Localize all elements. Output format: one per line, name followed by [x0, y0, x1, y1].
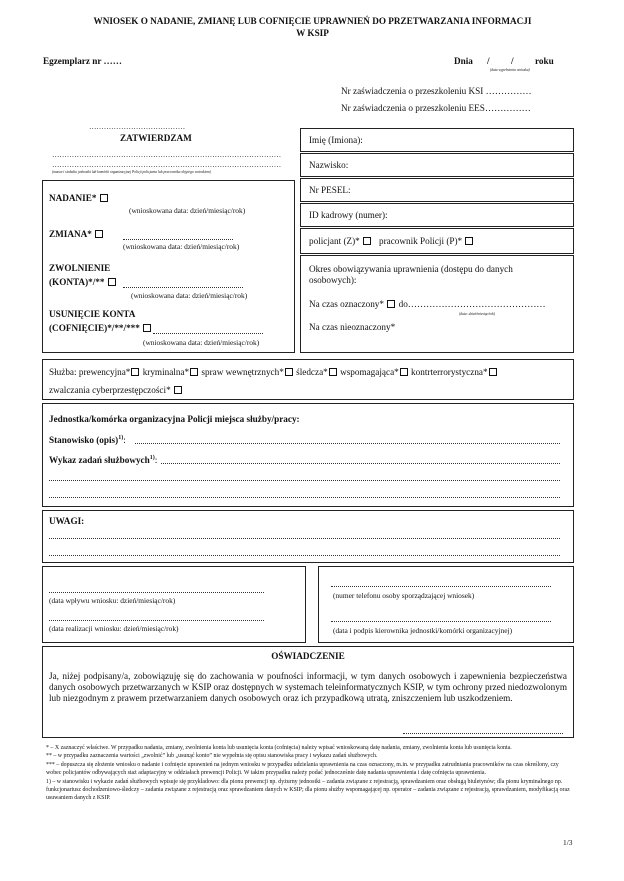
statement-signature-line[interactable]	[403, 733, 563, 734]
cert-ees: Nr zaświadczenia o przeszkoleniu EES……………	[341, 103, 531, 113]
remarks-title: UWAGI:	[49, 516, 85, 526]
first-name-box[interactable]	[300, 128, 574, 152]
tasks-label: Wykaz zadań służbowych	[49, 455, 150, 466]
signature-box	[318, 566, 574, 643]
service-row	[49, 367, 498, 378]
position-sup: 1)	[118, 435, 124, 441]
approval-title: ZATWIERDZAM	[120, 133, 192, 143]
copy-number: Egzemplarz nr ……	[43, 56, 122, 66]
date-label: Dnia	[454, 56, 473, 66]
date-sep1: /	[487, 56, 490, 66]
approval-note: (nazwa i siedziba jednostki lub komórki organizacyjnej Policji policjanta lub pracownika objętego wnioskiem)	[52, 170, 211, 174]
office-dates-box	[42, 566, 306, 643]
service-prevention-checkbox[interactable]	[131, 368, 139, 376]
unit-box: Jednostka/komórka organizacyjna Policji miejsca służby/pracy: Stanowisko (opis)$^{1)}$: Wykaz zadań służbowych$^{1)}$:	[42, 403, 574, 507]
pesel-box[interactable]	[300, 178, 574, 202]
delete-label1: USUNIĘCIE KONTA	[49, 309, 136, 319]
service-internal-checkbox[interactable]	[285, 368, 293, 376]
delete-checkbox[interactable]	[143, 324, 151, 332]
footnote-3: *** – dopuszcza się złożenie wniosku o nadanie i cofnięcie uprawnień na jednym wniosku w przypadku udzielania uprawnienia na czas oznaczony, m.in. w przypadku zatrudniania pracowników na czas określony, czy wobec policjantów odbywających staż adaptacyjny w oddziałach prewencji Policji. W takim przypadku należy podać jednocześnie datę nadania uprawnienia i datę cofnięcia uprawnienia.	[46, 761, 559, 777]
fixed-term-label: Na czas oznaczony*	[309, 299, 384, 309]
receipt-date-line[interactable]	[49, 592, 264, 593]
footnote-4: 1) – w stanowisku i wykazie zadań służbowych wpisuje się przykładowo: dla pionu prewencji np. dyżurny jednostki – zadania związane z rejestracją, sprawdzaniem oraz obsługą biuletynów; dla pionu kryminalnego np. funkcjonariusz dochodzeniowo-śledczy – zadania związane z rejestracją oraz sprawdzaniem danych w KSIP; dla pionu służby wspomagającej np. operator – zadania związane z rejestracją, sprawdzaniem, modyfikacją oraz usuwaniem danych z KSIP.	[46, 778, 570, 802]
first-name-label: Imię (Imiona):	[309, 135, 363, 145]
change-label: ZMIANA*	[49, 229, 92, 239]
service-criminal-label: kryminalna*	[142, 367, 190, 377]
until-note: (data: dzień/miesiąc/rok)	[459, 312, 496, 316]
statement-text: Ja, niżej podpisany/a, zobowiązuję się do zachowania w poufności informacji, w tym danych osobowych i zapewnienia bezpieczeństwa danych osobowych przetwarzanych w KSIP oraz dostępnych w systemach teleinformatycznych KSIP, w tym ochrony przed niedozwolonym lub niezgodnym z prawem przetwarzaniem danych osobowych oraz ich przypadkową utratą, zniszczeniem lub uszkodzeniem.	[49, 671, 567, 703]
date-sep2: /	[511, 56, 514, 66]
date-year: roku	[535, 56, 554, 66]
approval-line1: …………………………………………………………………………………	[52, 150, 282, 159]
approval-line2: …………………………………………………………………………………	[52, 160, 282, 169]
remarks-line-1[interactable]	[49, 538, 560, 539]
service-counterterror-checkbox[interactable]	[489, 368, 497, 376]
remarks-box	[42, 510, 574, 563]
date-note: (data wypełnienia wniosku)	[490, 68, 530, 72]
validity-title: Okres obowiązywania uprawnienia (dostępu do danych osobowych):	[309, 264, 513, 285]
grant-checkbox[interactable]	[100, 194, 108, 202]
head-signature-line[interactable]	[331, 621, 551, 622]
statement-title: OŚWIADCZENIE	[271, 651, 345, 661]
tasks-field-1[interactable]	[161, 463, 560, 464]
validity-box	[300, 255, 574, 353]
delete-date-line[interactable]	[153, 333, 263, 334]
phone-label: (numer telefonu osoby sporządzającej wniosek)	[333, 591, 475, 600]
staff-id-label: ID kadrowy (numer):	[309, 210, 388, 220]
page-number: 1/3	[563, 838, 573, 847]
release-checkbox[interactable]	[108, 278, 116, 286]
grant-label: NADANIE*	[49, 193, 97, 203]
tasks-sup: 1)	[149, 455, 155, 461]
form-title-line2: W KSIP	[296, 28, 329, 38]
service-criminal-checkbox[interactable]	[190, 368, 198, 376]
indefinite-label: Na czas nieoznaczony*	[309, 322, 396, 332]
delete-date: (wnioskowana data: dzień/miesiąc/rok)	[143, 338, 260, 347]
service-counterterror-label: kontrterrorystyczna*	[411, 367, 488, 377]
tasks-field-3[interactable]	[49, 497, 560, 498]
change-date: (wnioskowana data: dzień/miesiąc/rok)	[123, 242, 240, 251]
footnotes	[46, 744, 571, 803]
service-investigation-label: śledcza*	[296, 367, 328, 377]
phone-line[interactable]	[331, 586, 551, 587]
service-prevention-label: prewencyjna*	[78, 367, 131, 377]
change-checkbox[interactable]	[95, 230, 103, 238]
cert-ksi: Nr zaświadczenia o przeszkoleniu KSI ……………	[341, 86, 532, 96]
officer-checkbox[interactable]	[363, 237, 371, 245]
role-box	[300, 228, 574, 254]
statement-box	[42, 646, 574, 738]
officer-label: policjant (Z)*	[309, 236, 360, 246]
grant-date[interactable]: (wnioskowana data: dzień/miesiąc/rok)	[129, 206, 246, 215]
change-date-line[interactable]	[123, 239, 233, 240]
footnote-2: ** – w przypadku zaznaczenia wartości „zwolnić” lub „usunąć konto” nie wypełnia się opisu stanowiska pracy i wykazu zadań służbowych.	[46, 753, 378, 760]
until-date-field[interactable]: do………………………………………	[398, 299, 546, 309]
delete-label2: (COFNIĘCIE)*/**/***	[49, 323, 140, 333]
surname-label: Nazwisko:	[309, 160, 349, 170]
tasks-field-2[interactable]	[49, 480, 560, 481]
footnote-1: * – X zaznaczyć właściwe. W przypadku nadania, zmiany, zwolnienia konta lub usunięcia konta (cofnięcia) należy wpisać wnioskowaną datę nadania, zmiany, zwolnienia konta lub usunięcia konta.	[46, 745, 512, 751]
remarks-line-2[interactable]	[49, 555, 560, 556]
release-date-line[interactable]	[123, 287, 243, 288]
employee-checkbox[interactable]	[465, 237, 473, 245]
fixed-term-checkbox[interactable]	[387, 300, 395, 308]
head-signature-label: (data i podpis kierownika jednostki/komórki organizacyjnej)	[333, 626, 513, 635]
service-cyber-label: zwalczania cyberprzestępczości*	[49, 385, 171, 395]
form-title-line1: WNIOSEK O NADANIE, ZMIANĘ LUB COFNIĘCIE UPRAWNIEŃ DO PRZETWARZANIA INFORMACJI	[93, 16, 532, 26]
release-date: (wnioskowana data: dzień/miesiąc/rok)	[131, 291, 248, 300]
employee-label: pracownik Policji (P)*	[378, 236, 463, 246]
service-support-checkbox[interactable]	[400, 368, 408, 376]
service-cyber-checkbox[interactable]	[174, 386, 182, 394]
service-label: Służba:	[49, 367, 77, 377]
release-label2: (KONTA)*/**	[49, 277, 105, 287]
service-box	[42, 359, 574, 400]
position-field[interactable]	[135, 443, 560, 444]
realization-date-label: (data realizacji wniosku: dzień/miesiąc/rok)	[49, 624, 179, 633]
unit-title: Jednostka/komórka organizacyjna Policji miejsca służby/pracy:	[49, 414, 300, 424]
pesel-label: Nr PESEL:	[309, 185, 351, 195]
approval-dots: …………………………………	[89, 122, 186, 131]
service-internal-label: spraw wewnętrznych*	[201, 367, 284, 377]
staff-id-box[interactable]	[300, 203, 574, 227]
service-investigation-checkbox[interactable]	[329, 368, 337, 376]
position-label: Stanowisko (opis)	[49, 435, 119, 446]
realization-date-line[interactable]	[49, 620, 264, 621]
service-support-label: wspomagająca*	[340, 367, 399, 377]
actions-box	[42, 180, 295, 353]
release-label1: ZWOLNIENIE	[49, 263, 111, 273]
receipt-date-label: (data wpływu wniosku: dzień/miesiąc/rok)	[49, 596, 176, 605]
surname-box[interactable]	[300, 153, 574, 177]
